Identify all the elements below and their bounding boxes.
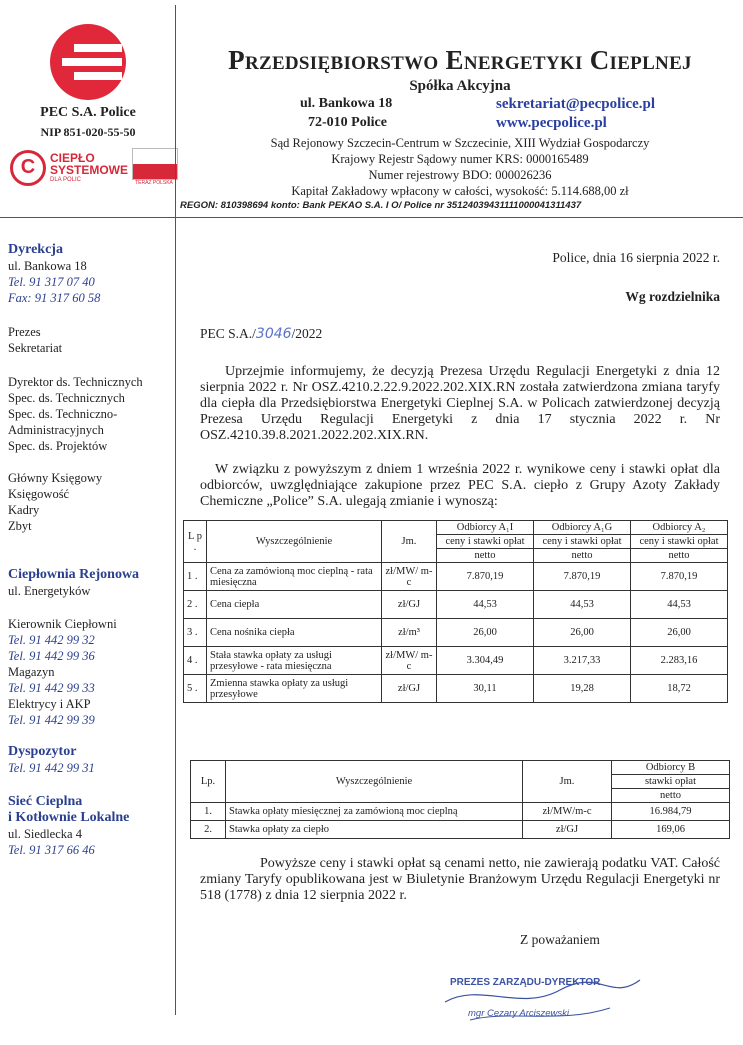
cell-desc: Stawka opłaty miesięcznej za zamówioną moc cieplną: [226, 803, 523, 821]
col-b-header: Odbiorcy B: [612, 761, 730, 775]
signature-stamp-name: mgr Cezary Arciszewski: [468, 1008, 569, 1019]
paragraph-vat-note: Powyższe ceny i stawki opłat są cenami netto, nie zawierają podatku VAT. Całość zmiany Taryfy opublikowana jest w Biuletynie Branżowym Urzędu Regulacji Energetyki nr 518 (1778) z dnia 12 sierpnia 2022 r.: [200, 856, 720, 903]
col-unit-header: Jm.: [523, 761, 612, 803]
teraz-polska-caption: TERAZ POLSKA: [135, 180, 173, 186]
cell-value: 7.870,19: [534, 563, 631, 591]
sidebar-address: ul. Bankowa 18: [8, 259, 87, 273]
cell-lp: 5 .: [184, 675, 207, 703]
col-a2-header: Odbiorcy A₂: [631, 521, 728, 535]
cell-unit: zł/GJ: [382, 591, 437, 619]
cell-value: 2.283,16: [631, 647, 728, 675]
cell-unit: zł/MW/ m-c: [382, 647, 437, 675]
sidebar-item: Kierownik Ciepłowni: [8, 617, 117, 631]
cell-value: 3.217,33: [534, 647, 631, 675]
cieplo-systemowe-logo: [8, 148, 178, 190]
subheader-cell: stawki opłat: [612, 775, 730, 789]
sidebar-item: Dyrektor ds. Technicznych: [8, 375, 143, 389]
letter-reference: [200, 326, 322, 342]
cell-lp: 1 .: [184, 563, 207, 591]
cell-unit: zł/GJ: [382, 675, 437, 703]
cell-value: 44,53: [534, 591, 631, 619]
sidebar-block-prezes: [8, 324, 173, 356]
col-a1i-header: Odbiorcy A₁I: [437, 521, 534, 535]
sidebar-fax: Fax: 91 317 60 58: [8, 291, 101, 305]
price-table-a: [183, 520, 728, 703]
table-row: [184, 647, 728, 675]
cell-desc: Zmienna stawka opłaty za usługi przesyłowe: [207, 675, 382, 703]
sidebar-heading: Ciepłownia Rejonowa: [8, 567, 140, 582]
sidebar-item: Administracyjnych: [8, 423, 104, 437]
sidebar-item: Księgowość: [8, 487, 70, 501]
cell-lp: 4 .: [184, 647, 207, 675]
cell-lp: 2 .: [184, 591, 207, 619]
cell-desc: Cena za zamówioną moc cieplną - rata miesięczna: [207, 563, 382, 591]
subheader-cell: ceny i stawki opłat: [534, 535, 631, 549]
table-header-row: [191, 761, 730, 775]
cell-value: 44,53: [437, 591, 534, 619]
sidebar-item: Elektrycy i AKP: [8, 697, 91, 711]
capital-info: Kapitał Zakładowy wpłacony w całości, wysokość: 5.114.688,00 zł: [291, 184, 629, 198]
table-row: [184, 675, 728, 703]
sidebar-heading: Dyrekcja: [8, 242, 63, 257]
cell-value: 44,53: [631, 591, 728, 619]
sidebar-phone: Tel. 91 442 99 31: [8, 761, 95, 775]
letter-recipient: Wg rozdzielnika: [625, 289, 720, 304]
email-link[interactable]: sekretariat@pecpolice.pl: [496, 96, 656, 112]
sidebar-item: Zbyt: [8, 519, 32, 533]
cell-value: 30,11: [437, 675, 534, 703]
cell-value: 3.304,49: [437, 647, 534, 675]
cell-unit: zł/MW/ m-c: [382, 563, 437, 591]
court-info: Sąd Rejonowy Szczecin-Centrum w Szczecinie, XIII Wydział Gospodarczy: [270, 136, 650, 150]
cell-lp: 3 .: [184, 619, 207, 647]
subheader-cell: netto: [534, 549, 631, 563]
cs-logo-text: CIEPŁO SYSTEMOWE: [50, 151, 129, 177]
sidebar-siec: [8, 794, 173, 858]
price-table-b: [190, 760, 730, 839]
sidebar-phone: Tel. 91 317 07 40: [8, 275, 95, 289]
sidebar-heading: Dyspozytor: [8, 744, 77, 759]
sidebar-heading: Sieć Cieplna: [8, 794, 83, 809]
sidebar-block-technical: [8, 374, 173, 454]
bdo-info: Numer rejestrowy BDO: 000026236: [368, 168, 552, 182]
subheader-cell: ceny i stawki opłat: [631, 535, 728, 549]
company-title: Przedsiębiorstwo Energetyki Cieplnej: [228, 45, 692, 75]
regon-bank-info: REGON: 810398694 konto: Bank PEKAO S.A. I O/ Police nr 35124039431111000041311437: [180, 200, 582, 211]
sidebar-item: Kadry: [8, 503, 40, 517]
signature-stamp-title: PREZES ZARZĄDU-DYREKTOR: [450, 977, 601, 988]
cell-desc: Stała stawka opłaty za usługi przesyłowe - rata miesięczna: [207, 647, 382, 675]
cell-desc: Cena nośnika ciepła: [207, 619, 382, 647]
cs-logo-sub: DLA POLIC: [50, 177, 82, 183]
cell-value: 16.984,79: [612, 803, 730, 821]
ref-number: 3046: [255, 326, 292, 342]
letter-date: Police, dnia 16 sierpnia 2022 r.: [552, 250, 720, 265]
cell-value: 7.870,19: [631, 563, 728, 591]
subheader-cell: netto: [631, 549, 728, 563]
cell-unit: zł/MW/m-c: [523, 803, 612, 821]
col-lp-header: Lp.: [191, 761, 226, 803]
cell-unit: zł/GJ: [523, 821, 612, 839]
pec-logo: [48, 22, 128, 102]
sidebar-item: Spec. ds. Techniczno-: [8, 407, 118, 421]
cell-desc: Stawka opłaty za ciepło: [226, 821, 523, 839]
table-header-row: [184, 521, 728, 535]
sidebar-phone: Tel. 91 442 99 36: [8, 649, 95, 663]
sidebar-heading: i Kotłownie Lokalne: [8, 810, 130, 825]
cell-value: 18,72: [631, 675, 728, 703]
cell-value: 26,00: [437, 619, 534, 647]
sidebar-item: Magazyn: [8, 665, 55, 679]
table-row: [191, 821, 730, 839]
teraz-polska-flag-icon: [132, 148, 178, 180]
sidebar-phone: Tel. 91 442 99 32: [8, 633, 95, 647]
paragraph-intro: Uprzejmie informujemy, że decyzją Prezesa Urzędu Regulacji Energetyki z dnia 12 sierpnia 2022 r. Nr OSZ.4210.2.22.9.2022.202.XIX.RN została zatwierdzona zmiana taryfy dla ciepła dla Przedsiębiorstwa Energetyki Cieplnej S.A. w Policach zatwierdzonej decyzją Prezesa Urzędu Regulacji Energetyki z dnia 17 stycznia 2022 r. Nr OSZ.4210.39.8.2021.2022.202.XIX.RN.: [200, 364, 720, 443]
cell-unit: zł/m³: [382, 619, 437, 647]
sidebar-item: Prezes: [8, 325, 41, 339]
address-street: ul. Bankowa 18: [300, 96, 393, 111]
closing-phrase: Z poważaniem: [520, 932, 600, 947]
sidebar-address: ul. Siedlecka 4: [8, 827, 82, 841]
cell-lp: 1.: [191, 803, 226, 821]
subheader-cell: netto: [437, 549, 534, 563]
subheader-cell: ceny i stawki opłat: [437, 535, 534, 549]
company-subtitle: Spółka Akcyjna: [409, 78, 511, 94]
cell-value: 26,00: [534, 619, 631, 647]
sidebar-phone: Tel. 91 317 66 46: [8, 843, 95, 857]
krs-info: Krajowy Rejestr Sądowy numer KRS: 0000165489: [331, 152, 589, 166]
sidebar-address: ul. Energetyków: [8, 584, 91, 598]
paragraph-prices: W związku z powyższym z dniem 1 września 2022 r. wynikowe ceny i stawki opłat dla odbiorców, uwzględniające zakupione przez PEC S.A. ciepło z Grupy Azoty Zakłady Chemiczne „Police” S.A. ulegają zmianie i wynoszą:: [200, 462, 720, 509]
sidebar-contacts: [8, 616, 173, 728]
sidebar-cieplownia: [8, 567, 173, 599]
sidebar-phone: Tel. 91 442 99 33: [8, 681, 95, 695]
vertical-divider: [175, 5, 176, 1015]
nip-number: NIP 851-020-55-50: [40, 125, 136, 139]
cell-value: 7.870,19: [437, 563, 534, 591]
header-divider: [0, 217, 743, 218]
address-city: 72-010 Police: [308, 115, 387, 130]
subheader-cell: netto: [612, 789, 730, 803]
sidebar-block-accounting: [8, 470, 173, 534]
ref-prefix: PEC S.A./: [200, 326, 256, 341]
table-row: [184, 591, 728, 619]
cell-value: 19,28: [534, 675, 631, 703]
cell-desc: Cena ciepła: [207, 591, 382, 619]
sidebar-item: Sekretariat: [8, 341, 63, 355]
cell-value: 169,06: [612, 821, 730, 839]
sidebar-dyrekcja: [8, 242, 173, 306]
sidebar-item: Główny Księgowy: [8, 471, 103, 485]
cs-circle-icon: C: [10, 150, 46, 186]
sidebar-phone: Tel. 91 442 99 39: [8, 713, 95, 727]
cell-value: 26,00: [631, 619, 728, 647]
cell-lp: 2.: [191, 821, 226, 839]
sidebar-item: Spec. ds. Technicznych: [8, 391, 125, 405]
ref-suffix: /2022: [291, 326, 323, 341]
col-desc-header: Wyszczególnienie: [207, 521, 382, 563]
col-unit-header: Jm.: [382, 521, 437, 563]
sidebar-item: Spec. ds. Projektów: [8, 439, 108, 453]
col-desc-header: Wyszczególnienie: [226, 761, 523, 803]
table-row: [191, 803, 730, 821]
sidebar-dyspozytor: [8, 744, 173, 776]
table-row: [184, 619, 728, 647]
company-short-name: PEC S.A. Police: [40, 105, 136, 120]
col-lp-header: L p .: [184, 521, 207, 563]
website-link[interactable]: www.pecpolice.pl: [496, 115, 607, 131]
col-a1g-header: Odbiorcy A₁G: [534, 521, 631, 535]
table-row: [184, 563, 728, 591]
